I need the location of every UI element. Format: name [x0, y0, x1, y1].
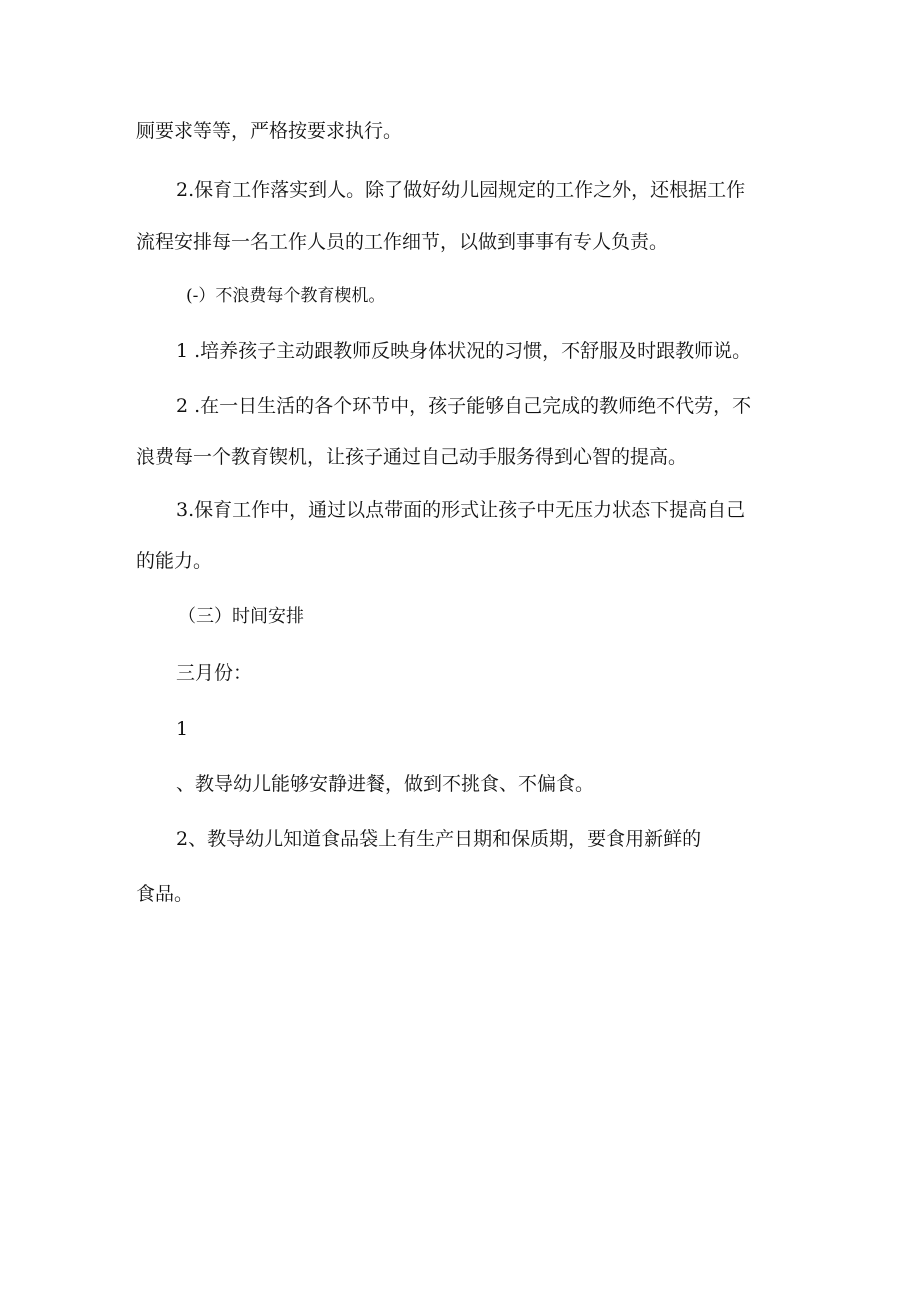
text-line: 的能力。 — [136, 550, 213, 572]
text-line: 浪费每一个教育锲机，让孩子通过自己动手服务得到心智的提高。 — [136, 446, 688, 468]
list-number: 1 — [176, 718, 189, 740]
text-line: 1 .培养孩子主动跟教师反映身体状况的习惯，不舒服及时跟教师说。 — [176, 340, 752, 362]
text-line: 2 .在一日生活的各个环节中，孩子能够自己完成的教师绝不代劳，不 — [176, 395, 752, 417]
text-line: 、教导幼儿能够安静进餐，做到不挑食、不偏食。 — [176, 773, 595, 795]
text-line: 2.保育工作落实到人。除了做好幼儿园规定的工作之外，还根据工作 — [176, 179, 746, 201]
section-heading: (-）不浪费每个教育楔机。 — [186, 286, 386, 306]
text-line: 2、教导幼儿知道食品袋上有生产日期和保质期，要食用新鲜的 — [176, 828, 702, 850]
text-line: 三月份： — [176, 662, 253, 684]
text-line: 厕要求等等，严格按要求执行。 — [136, 120, 403, 142]
text-line: 流程安排每一名工作人员的工作细节，以做到事事有专人负责。 — [136, 231, 669, 253]
section-heading: （三）时间安排 — [178, 606, 304, 627]
text-line: 食品。 — [136, 883, 194, 905]
text-line: 3.保育工作中，通过以点带面的形式让孩子中无压力状态下提高自己 — [176, 499, 746, 521]
